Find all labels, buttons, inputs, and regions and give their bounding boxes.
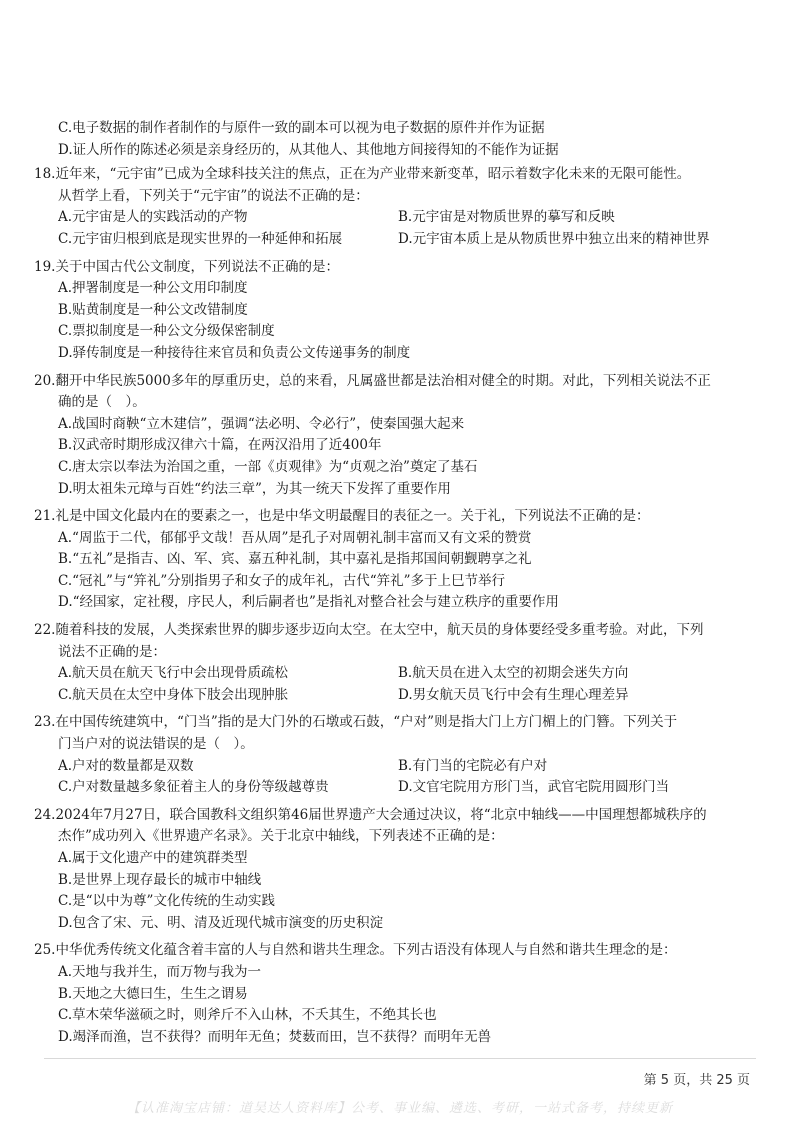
- option-a: A.押署制度是一种公文用印制度: [58, 280, 248, 297]
- option-c: C.是“以中为尊”文化传统的生动实践: [58, 893, 275, 910]
- option-b: B.元宇宙是对物质世界的摹写和反映: [398, 209, 615, 226]
- question-stem: 18.近年来，“元宇宙”已成为全球科技关注的焦点，正在为产业带来新变革，昭示着数字化未来的无限可能性。: [34, 166, 691, 183]
- question-stem: 24.2024年7月27日，联合国教科文组织第46届世界遗产大会通过决议，将“北京中轴线——中国理想都城秩序的: [34, 806, 707, 823]
- option-a: A.户对的数量都是双数: [58, 757, 194, 774]
- question-stem: 确的是（ ）。: [58, 394, 146, 411]
- question-25: [34, 940, 764, 1048]
- option-a: A.属于文化遗产中的建筑群类型: [58, 850, 248, 866]
- prev-option-c: C.电子数据的制作者制作的与原件一致的副本可以视为电子数据的原件并作为证据: [58, 120, 545, 136]
- option-b: B.贴黄制度是一种公文改错制度: [58, 301, 248, 318]
- option-d: D.“经国家，定社稷，序民人，利后嗣者也”是指礼对整合社会与建立秩序的重要作用: [58, 594, 559, 611]
- question-stem: 从哲学上看，下列关于“元宇宙”的说法不正确的是：: [58, 187, 369, 204]
- question-20: [34, 371, 764, 501]
- option-c: C.“冠礼”与“笄礼”分别指男子和女子的成年礼，古代“笄礼”多于上巳节举行: [58, 572, 506, 589]
- question-19: [34, 257, 764, 365]
- option-a: A.航天员在航天飞行中会出现骨质疏松: [58, 665, 289, 682]
- question-stem: 说法不正确的是：: [58, 643, 166, 660]
- question-stem: 23.在中国传统建筑中，“门当”指的是大门外的石墩或石鼓，“户对”则是指大门上方门楣上的门簪。下列关于: [34, 714, 678, 731]
- option-c: C.户对数量越多象征着主人的身份等级越尊贵: [58, 779, 329, 796]
- option-d: D.竭泽而渔，岂不获得？而明年无鱼；焚薮而田，岂不获得？而明年无兽: [58, 1028, 492, 1045]
- option-d: D.明太祖朱元璋与百姓“约法三章”，为其一统天下发挥了重要作用: [58, 480, 451, 497]
- question-stem: 25.中华优秀传统文化蕴含着丰富的人与自然和谐共生理念。下列古语没有体现人与自然和谐共生理念的是：: [34, 942, 677, 959]
- option-c: C.航天员在太空中身体下肢会出现肿胀: [58, 686, 289, 703]
- option-b: B.有门当的宅院必有户对: [398, 757, 548, 774]
- question-stem: 19.关于中国古代公文制度，下列说法不正确的是：: [34, 258, 339, 275]
- question-stem: 21.礼是中国文化最内在的要素之一，也是中华文明最醒目的表征之一。关于礼，下列说法不正确的是：: [34, 508, 650, 525]
- option-c: C.草木荣华滋硕之时，则斧斤不入山林，不夭其生，不绝其长也: [58, 1007, 437, 1024]
- option-c: C.唐太宗以奉法为治国之重，一部《贞观律》为“贞观之治”奠定了基石: [58, 458, 478, 475]
- option-b: B.航天员在进入太空的初期会迷失方向: [398, 665, 629, 682]
- option-d: D.男女航天员飞行中会有生理心理差异: [398, 686, 629, 703]
- footer-divider: [44, 1058, 756, 1059]
- question-18: [34, 164, 764, 250]
- question-stem: 门当户对的说法错误的是（ ）。: [58, 736, 254, 753]
- question-23: [34, 712, 764, 798]
- question-21: [34, 506, 764, 614]
- question-stem: 22.随着科技的发展，人类探索世界的脚步逐步迈向太空。在太空中，航天员的身体要经受多重考验。对此，下列: [34, 622, 704, 639]
- option-d: D.驿传制度是一种接待往来官员和负责公文传递事务的制度: [58, 344, 411, 361]
- page-number: 第 5 页，共 25 页: [643, 1073, 750, 1088]
- option-d: D.文官宅院用方形门当，武官宅院用圆形门当: [398, 779, 670, 796]
- option-d: D.包含了宋、元、明、清及近现代城市演变的历史积淀: [58, 914, 384, 931]
- prev-option-d: D.证人所作的陈述必须是亲身经历的，从其他人、其他地方间接得知的不能作为证据: [58, 141, 559, 158]
- option-c: C.票拟制度是一种公文分级保密制度: [58, 323, 275, 340]
- page-content: [34, 118, 764, 1048]
- question-stem: 杰作”成功列入《世界遗产名录》。关于北京中轴线，下列表述不正确的是：: [58, 828, 504, 845]
- option-b: B.是世界上现存最长的城市中轴线: [58, 871, 262, 888]
- question-stem: 20.翻开中华民族5000多年的厚重历史，总的来看，凡属盛世都是法治相对健全的时期。对此，下列相关说法不正: [34, 372, 711, 389]
- question-22: [34, 620, 764, 706]
- option-d: D.元宇宙本质上是从物质世界中独立出来的精神世界: [398, 230, 710, 247]
- option-a: A.战国时商鞅“立木建信”，强调“法必明、令必行”，使秦国强大起来: [58, 415, 465, 432]
- question-24: [34, 805, 764, 935]
- option-a: A.天地与我并生，而万物与我为一: [58, 963, 262, 980]
- option-a: A.元宇宙是人的实践活动的产物: [58, 209, 248, 226]
- option-b: B.“五礼”是指吉、凶、军、宾、嘉五种礼制，其中嘉礼是指邦国间朝觐聘享之礼: [58, 551, 532, 568]
- option-b: B.汉武帝时期形成汉律六十篇，在两汉沿用了近400年: [58, 437, 382, 454]
- option-b: B.天地之大德曰生，生生之谓易: [58, 985, 248, 1002]
- watermark-text: 【认准淘宝店铺：道吴达人资料库】公考、事业编、遴选、考研，一站式备考，持续更新: [126, 1101, 673, 1116]
- option-c: C.元宇宙归根到底是现实世界的一种延伸和拓展: [58, 230, 343, 247]
- option-a: A.“周监于二代，郁郁乎文哉！吾从周”是孔子对周朝礼制丰富而又有文采的赞赏: [58, 529, 532, 546]
